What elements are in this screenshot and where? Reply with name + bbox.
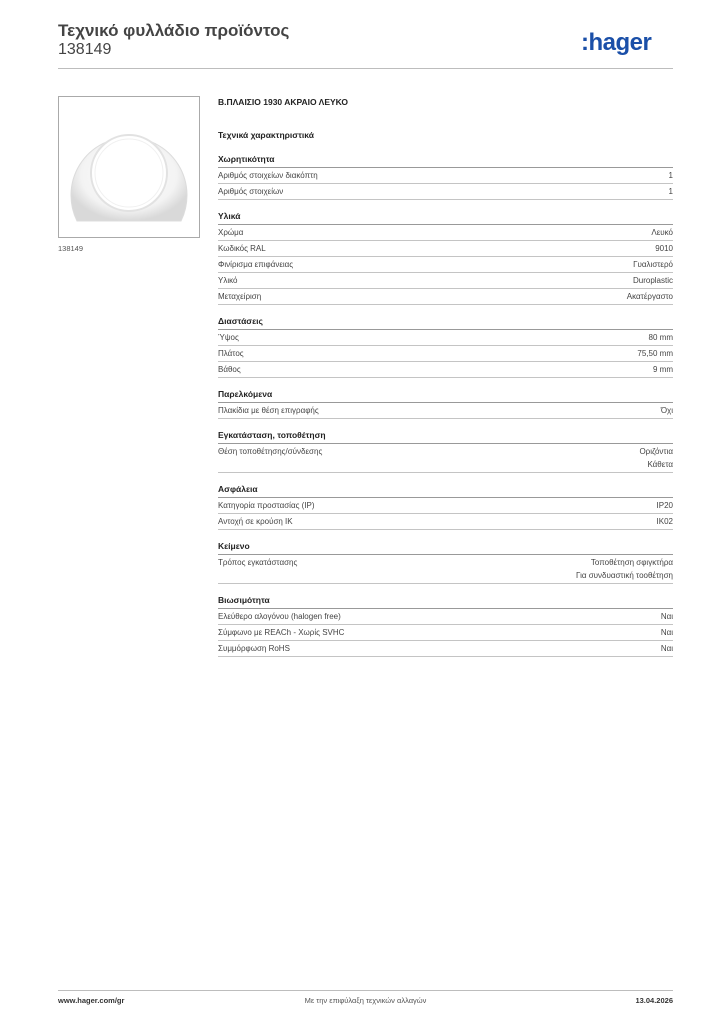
spec-label: Ελεύθερο αλογόνου (halogen free) [218, 612, 341, 621]
section-title: Διαστάσεις [218, 315, 673, 330]
spec-label: Κωδικός RAL [218, 244, 266, 253]
spec-value [657, 515, 673, 528]
spec-value-line: Γυαλιστερό [633, 260, 673, 269]
spec-value-line: Ναι [660, 644, 673, 653]
spec-value-line: Ακατέργαστο [626, 292, 673, 301]
footer-disclaimer: Με την επιφύλαξη τεχνικών αλλαγών [304, 996, 427, 1005]
specs-heading: Τεχνικά χαρακτηριστικά [218, 130, 314, 140]
spec-label: Συμμόρφωση RoHS [218, 644, 290, 653]
section-title: Κείμενο [218, 540, 673, 555]
spec-label: Φινίρισμα επιφάνειας [218, 260, 294, 269]
logo-text: :hager [581, 29, 652, 56]
spec-value [655, 242, 673, 255]
spec-row [218, 625, 673, 641]
spec-value-line: Λευκό [651, 228, 673, 237]
spec-label: Αριθμός στοιχείων [218, 187, 284, 196]
document-header [58, 20, 673, 70]
document-title: Τεχνικό φυλλάδιο προϊόντος [58, 21, 290, 40]
spec-row [218, 168, 673, 184]
spec-value [661, 626, 673, 639]
spec-section [218, 210, 673, 305]
spec-label: Μεταχείριση [218, 292, 262, 301]
spec-value-line: Κάθετα [647, 460, 673, 469]
spec-section [218, 483, 673, 530]
spec-value [661, 610, 673, 623]
spec-label: Ύψος [218, 333, 239, 342]
spec-value-line: Τοποθέτηση σφιγκτήρα [590, 558, 673, 567]
spec-value [651, 226, 673, 239]
spec-value-line: 9010 [655, 244, 673, 253]
footer-divider [58, 990, 673, 991]
spec-row [218, 514, 673, 530]
spec-sections [218, 153, 673, 657]
spec-value [627, 290, 673, 303]
header-divider [58, 68, 673, 69]
spec-value [633, 258, 673, 271]
spec-value-line: Duroplastic [632, 276, 673, 285]
product-name: Β.ΠΛΑΙΣΙΟ 1930 ΑΚΡΑΙΟ ΛΕΥΚΟ [218, 97, 349, 107]
spec-row [218, 362, 673, 378]
section-title: Ασφάλεια [218, 483, 673, 498]
spec-label: Βάθος [218, 365, 241, 374]
spec-value-line: 80 mm [648, 333, 673, 342]
spec-row [218, 330, 673, 346]
spec-row [218, 403, 673, 419]
spec-row [218, 346, 673, 362]
spec-row [218, 225, 673, 241]
spec-value [661, 642, 673, 655]
spec-row [218, 257, 673, 273]
spec-label: Σύμφωνο με REACh - Χωρίς SVHC [218, 628, 345, 637]
section-title: Υλικά [218, 210, 673, 225]
product-image [58, 96, 200, 238]
spec-value [657, 499, 673, 512]
spec-label: Αντοχή σε κρούση IK [218, 517, 293, 526]
footer-website: www.hager.com/gr [58, 996, 125, 1005]
spec-value-line: 1 [668, 187, 673, 196]
spec-label: Κατηγορία προστασίας (IP) [218, 501, 315, 510]
spec-section [218, 429, 673, 473]
spec-value [639, 445, 673, 471]
hager-logo [581, 28, 673, 58]
spec-row [218, 609, 673, 625]
product-code: 138149 [58, 41, 112, 58]
spec-value [576, 556, 673, 582]
spec-value [633, 274, 673, 287]
spec-section [218, 540, 673, 584]
spec-value-line: IP20 [656, 501, 673, 510]
spec-value [637, 347, 673, 360]
spec-value-line: IK02 [656, 517, 673, 526]
spec-value [669, 185, 673, 198]
spec-row [218, 289, 673, 305]
section-title: Βιωσιμότητα [218, 594, 673, 609]
spec-label: Πλάτος [218, 349, 244, 358]
spec-value-line: Ναι [660, 612, 673, 621]
spec-section [218, 153, 673, 200]
spec-value-line: Ναι [660, 628, 673, 637]
spec-value [653, 363, 673, 376]
spec-label: Θέση τοποθέτησης/σύνδεσης [218, 447, 323, 456]
spec-section [218, 388, 673, 419]
spec-value-line: 1 [668, 171, 673, 180]
spec-label: Πλακίδια με θέση επιγραφής [218, 406, 319, 415]
section-title: Εγκατάσταση, τοποθέτηση [218, 429, 673, 444]
spec-value [669, 169, 673, 182]
spec-row [218, 444, 673, 473]
spec-value [661, 404, 673, 417]
frame-illustration [59, 97, 199, 237]
spec-row [218, 184, 673, 200]
spec-row [218, 241, 673, 257]
spec-label: Υλικό [218, 276, 238, 285]
spec-value-line: 75,50 mm [637, 349, 673, 358]
specifications [218, 96, 673, 667]
spec-value-line: Για συνδυαστική τοοθέτηση [576, 571, 673, 580]
spec-value-line: Όχι [660, 406, 673, 415]
spec-row [218, 498, 673, 514]
spec-row [218, 555, 673, 584]
spec-section [218, 594, 673, 657]
spec-value [649, 331, 673, 344]
footer-date: 13.04.2026 [635, 996, 673, 1005]
image-caption: 138149 [58, 244, 84, 253]
spec-value-line: 9 mm [653, 365, 673, 374]
spec-label: Αριθμός στοιχείων διακόπτη [218, 171, 318, 180]
section-title: Παρελκόμενα [218, 388, 673, 403]
spec-label: Τρόπος εγκατάστασης [218, 558, 298, 567]
spec-row [218, 641, 673, 657]
section-title: Χωρητικότητα [218, 153, 673, 168]
spec-section [218, 315, 673, 378]
spec-row [218, 273, 673, 289]
spec-value-line: Οριζόντια [639, 447, 673, 456]
spec-label: Χρώμα [218, 228, 244, 237]
